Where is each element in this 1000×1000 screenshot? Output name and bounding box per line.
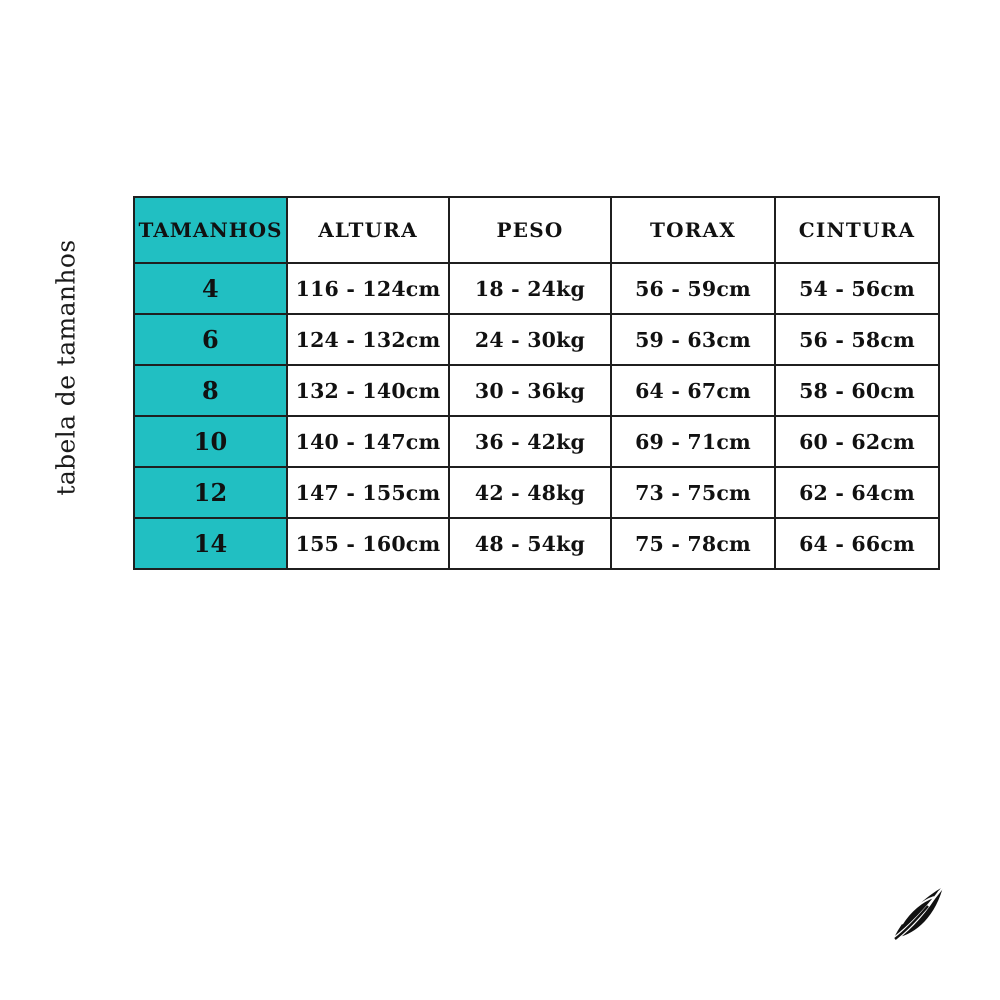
table-row bbox=[134, 518, 939, 569]
cell-peso: 42 - 48kg bbox=[449, 467, 611, 518]
cell-altura: 132 - 140cm bbox=[287, 365, 449, 416]
cell-altura: 147 - 155cm bbox=[287, 467, 449, 518]
cell-altura: 116 - 124cm bbox=[287, 263, 449, 314]
cell-size: 12 bbox=[134, 467, 287, 518]
cell-cintura: 62 - 64cm bbox=[775, 467, 939, 518]
column-header-peso: PESO bbox=[449, 197, 611, 263]
cell-cintura: 56 - 58cm bbox=[775, 314, 939, 365]
table-row bbox=[134, 263, 939, 314]
column-header-cintura: CINTURA bbox=[775, 197, 939, 263]
cell-altura: 140 - 147cm bbox=[287, 416, 449, 467]
cell-peso: 48 - 54kg bbox=[449, 518, 611, 569]
cell-peso: 24 - 30kg bbox=[449, 314, 611, 365]
cell-altura: 124 - 132cm bbox=[287, 314, 449, 365]
cell-cintura: 60 - 62cm bbox=[775, 416, 939, 467]
cell-torax: 64 - 67cm bbox=[611, 365, 775, 416]
table-body bbox=[134, 263, 939, 569]
cell-size: 4 bbox=[134, 263, 287, 314]
cell-altura: 155 - 160cm bbox=[287, 518, 449, 569]
cell-cintura: 58 - 60cm bbox=[775, 365, 939, 416]
cell-cintura: 64 - 66cm bbox=[775, 518, 939, 569]
column-header-tamanhos: TAMANHOS bbox=[134, 197, 287, 263]
vertical-caption-text: tabela de tamanhos bbox=[51, 239, 81, 496]
cell-torax: 59 - 63cm bbox=[611, 314, 775, 365]
cell-torax: 75 - 78cm bbox=[611, 518, 775, 569]
table-row bbox=[134, 416, 939, 467]
table-row bbox=[134, 467, 939, 518]
cell-size: 6 bbox=[134, 314, 287, 365]
cell-size: 10 bbox=[134, 416, 287, 467]
cell-peso: 30 - 36kg bbox=[449, 365, 611, 416]
table-header bbox=[134, 197, 939, 263]
size-table-container bbox=[133, 196, 938, 570]
table-header-row bbox=[134, 197, 939, 263]
cell-size: 14 bbox=[134, 518, 287, 569]
feather-logo-icon bbox=[882, 882, 952, 952]
cell-peso: 18 - 24kg bbox=[449, 263, 611, 314]
size-table bbox=[133, 196, 940, 570]
cell-torax: 56 - 59cm bbox=[611, 263, 775, 314]
column-header-altura: ALTURA bbox=[287, 197, 449, 263]
cell-torax: 73 - 75cm bbox=[611, 467, 775, 518]
cell-peso: 36 - 42kg bbox=[449, 416, 611, 467]
table-row bbox=[134, 365, 939, 416]
vertical-caption bbox=[48, 195, 84, 540]
column-header-torax: TORAX bbox=[611, 197, 775, 263]
table-row bbox=[134, 314, 939, 365]
cell-cintura: 54 - 56cm bbox=[775, 263, 939, 314]
cell-torax: 69 - 71cm bbox=[611, 416, 775, 467]
cell-size: 8 bbox=[134, 365, 287, 416]
